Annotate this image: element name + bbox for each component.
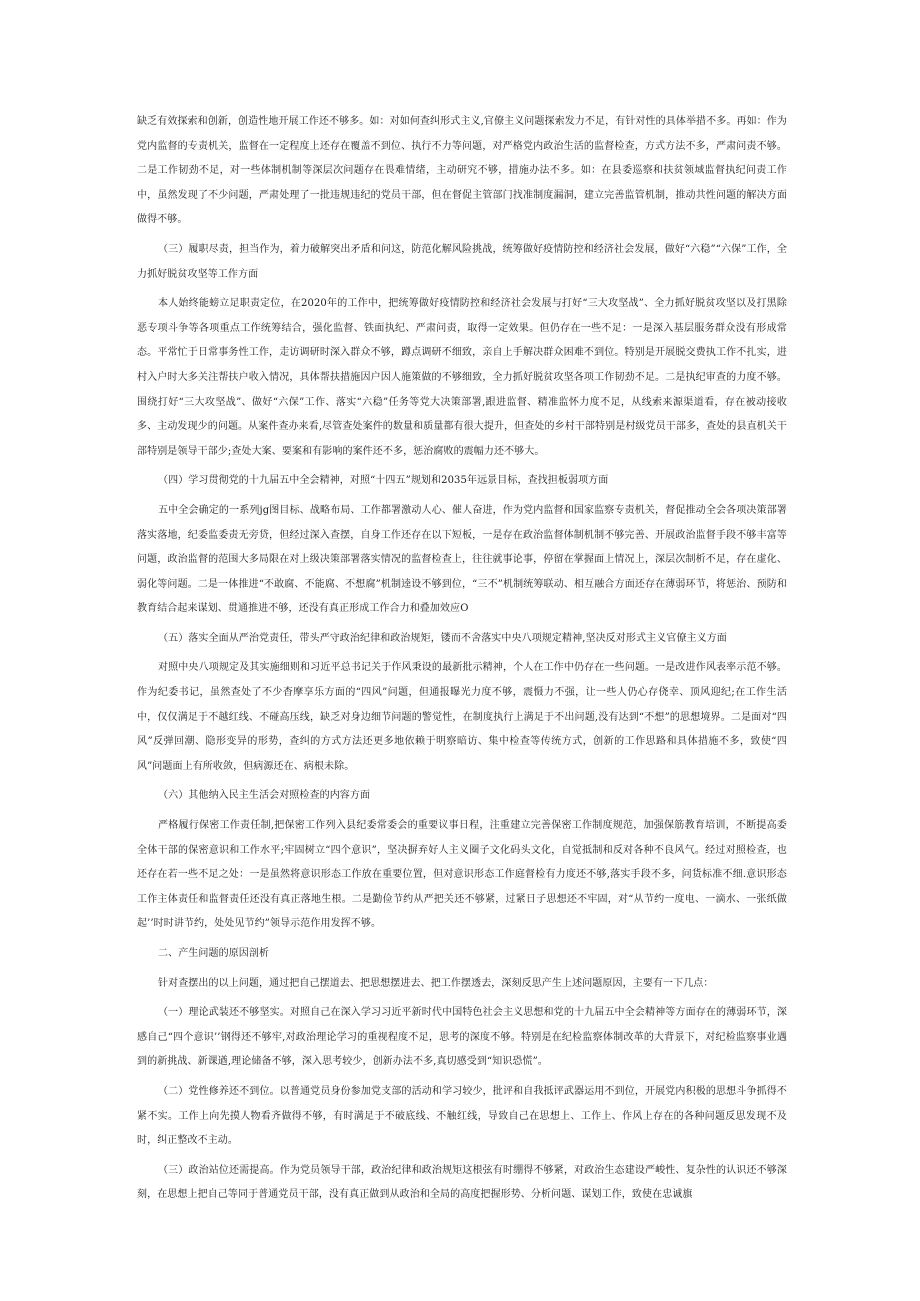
- heading-section-6: （六）其他纳入民主生活会对照检查的内容方面: [158, 790, 371, 802]
- paragraph-14: （三）政治站位还需提高。作为党员领导干部，政治纪律和政治规矩这根弦有时绷得不够紧，对政治生态建设严峻性、复杂性的认识还不够深刻，在思想上把自己等同于普通党员干部，没有真正做到从政治和全局的高度把握形势、分析问题、谋划工作，致使在忠诚旗: [137, 1164, 787, 1201]
- paragraph-7: 对照中央八项规定及其实施细则和习近平总书记关于作风秉设的最新批示精神，个人在工作中仍存在一些问题。一是改进作风表率示范不够。作为纪委书记，虽然查处了不少杳摩享乐方面的“四风”问题，但通报曝光力度不够，震慑力不强，让一些人仍心存侥幸、顶风迎纪;在工作生活中，仅仅满足于不越红线、不碰高压线，缺乏对身边细节问题的警觉性，在制度执行上满足于不出问题,没有达到“不想”的思想境界。二是面对“四风”反弹回潮、隐形变异的形势，查纠的方式方法还更多地依赖于明察暗访、集中检查等传统方式，创新的工作思路和具体措施不多，致使“四风”问题面上有所收敛，但病源还在、病根未除。: [137, 662, 787, 772]
- document-page: [137, 110, 787, 1208]
- paragraph-5: 五中全会确定的一系列jg图目标、战略布局、工作都署激动人心、催人奋进，作为党内监督和国家监察专责机关，督促推动全会各项决策部署落实落地，纪委监委责无旁贷，但经过深入查摆，自身工作还存在以下短板，一是存在政治监督体制机制不够完善、开展政治监督手段不够丰富等问题，政治监督的范围大多局限在对上级决策部署落实情况的监督检查上，往往就事论事，停留在掌握面上情况上，深层次制析不足，存在虚化、弱化等问题。二是一体推进“不敢腐、不能腐、不想腐”机制逵设不够到位，“三不”机制统筹联动、相互融合方面还存在薄弱环节，将惩治、预防和教育结合起来谋划、贯通推进不够，还没有真正形成工作合力和叠加效应O: [137, 504, 787, 615]
- heading-section-5: （五）落实全面从严治党责任，带头严守政治纪律和政治规矩，镂而不舍落实中央八项规定精神,坚决反对形式主义官僚主义方面: [158, 632, 727, 644]
- paragraph-1: 缺乏有效探索和创新，创造性地开展工作还不够多。如：对如何查纠形式主义,官僚主义问题探索发力不足，有针对性的具体举措不多。再如：作为党内监督的专责机关，监督在一定程度上还存在覆盖不到位、执行不力等问题，对严格党内政治生活的监督检查，方式方法不多，严肃问责不够。二是工作韧劲不足，对一些体制机制等深层次问题存在畏难情绪，主动研究不够，措施办法不多。如：在县委巡察和扶贫领域监督执纪问责工作中，虽然发现了不少问题，严肃处理了一批违规违纪的党员干部，但在督促主管部门找准制度漏洞，建立完善监管机制，推动共性问题的解决方面做得不够。: [137, 116, 787, 226]
- paragraph-13: （二）党性修养还不到位。以普通党员身份参加党支部的活动和学习较少，批评和自我抵评武器运用不到位，开展党内积极的思想斗争抓得不紧不实。工作上向先摸人物看齐做得不够，有时满足于不破底线、不触红线，导致自己在思想上、工作上、作风上存在的各种问题反思发现不及时，纠正整改不主动。: [137, 1085, 787, 1147]
- paragraph-12: （一）理论武装还不够坚实。对照自己在深入学习习近平新时代中国特色社会主义思想和党的十九届五中全会精神等方面存在的薄弱环节，深感自己“四个意识’’钢得还不够牢,对政治理论学习的重视程度不足，思考的深度不够。特别是在纪检监察体制改革的大背景下，对纪检监察事业遇到的新挑战、新课遒,理论储备不够，深入思考较少，创新办法不多,真切感受到“知识恐慌”。: [137, 1007, 787, 1068]
- heading-section-3: （三）履职尽责，担当作为，着力破解突出矛盾和问这，防范化解风险挑战，统筹做好疫情防控和经济社会发展，做好“六稳”“六保”工作，全力抓好脱贫攻坚等工作方面: [137, 243, 787, 280]
- heading-section-4: （四）学习贯彻党的十九届五中全会精神，对照“十四五”规划和2035年远景目标，查找担板弱项方面: [158, 475, 609, 487]
- section-title-causes: 二、产生问题的原因剖析: [158, 948, 270, 959]
- paragraph-9: 严格履行保密工作责任制,把保密工作列入县纪委常委会的重要议事日程，注重建立完善保密工作制度规范，加强保筋教育培训，不断提高委全体干部的保密意识和工作水平;牢固树立“四个意识”，坚决摒弃好人主义圈子文化码头文化，自觉抵制和反对各种不良风气。经过对照检查，也还存在若一些不足之处：一是虽然将意识形态工作放在重要位置，但对意识形态工作庭督检有力度还不够,落实手段不多，问货标准不细.意识形态工作主体责任和监督责任还没有真正落地生根。二是勤俭节约从严把关还不够紧，过紧日子思想还不牢固，对“从节约一度电、一滴水、一张纸做起’’时时讲节约，处处见节约”领导示范作用发挥不够。: [137, 820, 787, 930]
- paragraph-3: 本人始终能螃立足职责定位，在2020年的工作中，把统筹做好疫情防控和经济社会发展与打好“三大攻坚战”、全力抓好脱贫攻坚以及打黑除恶专项斗争等各项重点工作统筹结合，强化监督、铁面执纪、严肃问责，取得一定效果。但仍存在一些不足：一是深入基层服务群众没有形成常态。平常忙于日常事务性工作，走访调研时深入群众不够，蹲点调研不细致，亲自上手解决群众困难不到位。特别是开展脱交费执工作不扎实，进村入户时大多关注帮扶户收入情况，具体帮扶措施因户因人施策做的不够细致，全力抓好脱贫攻坚各项工作韧劲不足。二是执纪审查的力度不够。围绕打好“三大攻坚战”、做好“六保”工作、落实“六稳”任务等党大决策部署,跟进监督、精准监怀力度不足，从线索来源渠道看，存在被动接收多、主动发现少的问题。从案件查办来看,尽管查处案件的数量和质量都有很大提升，但查处的乡村干部特别是村级党员干部多，查处的县直机关干部特别是领导干部少;查处大案、要案和有影响的案件还不多，惩治腐败的震幅力还不够大。: [137, 298, 787, 457]
- paragraph-11: 针对查摆出的以上问题，通过把自己摆道去、把思想摆进去、把工作摆透去，深刻反思产生上述问题原因，主要有一下几点：: [158, 977, 714, 989]
